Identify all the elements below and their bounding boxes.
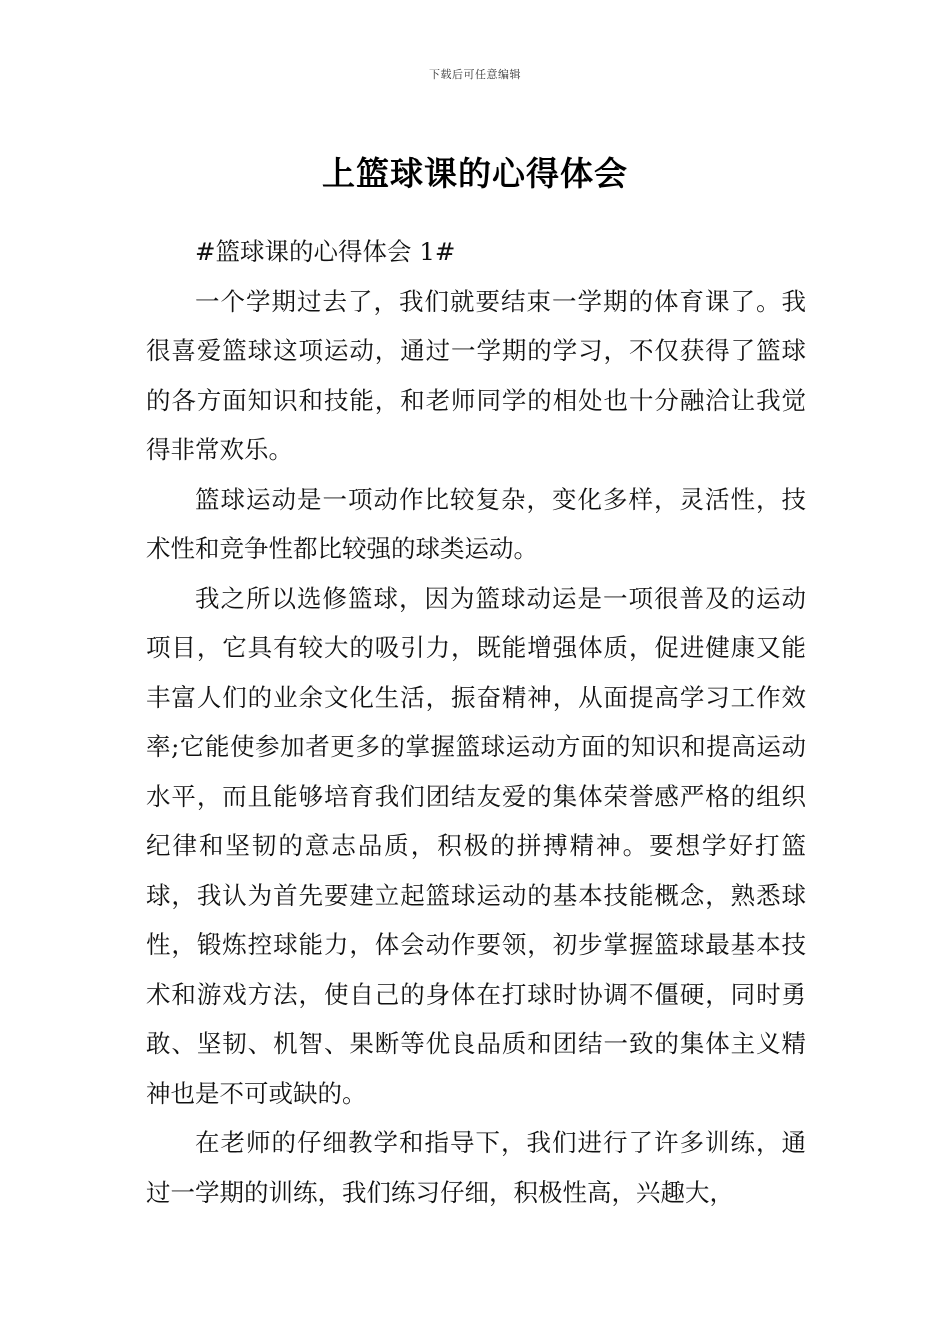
document-body bbox=[146, 227, 806, 1217]
paragraph-3: 我之所以选修篮球，因为篮球动运是一项很普及的运动项目，它具有较大的吸引力，既能增强体质，促进健康又能丰富人们的业余文化生活，振奋精神，从面提高学习工作效率;它能使参加者更多的掌握篮球运动方面的知识和提高运动水平，而且能够培育我们团结友爱的集体荣誉感严格的组织纪律和坚韧的意志品质，积极的拼搏精神。要想学好打篮球，我认为首先要建立起篮球运动的基本技能概念，熟悉球性，锻炼控球能力，体会动作要领，初步掌握篮球最基本技术和游戏方法，使自己的身体在打球时协调不僵硬，同时勇敢、坚韧、机智、果断等优良品质和团结一致的集体主义精神也是不可或缺的。 bbox=[146, 583, 806, 1108]
paragraph-4: 在老师的仔细教学和指导下，我们进行了许多训练，通过一学期的训练，我们练习仔细，积极性高，兴趣大， bbox=[146, 1128, 806, 1207]
paragraph-2: 篮球运动是一项动作比较复杂，变化多样，灵活性，技术性和竞争性都比较强的球类运动。 bbox=[146, 484, 806, 563]
document-title: 上篮球课的心得体会 bbox=[322, 154, 628, 194]
header-note: 下载后可任意编辑 bbox=[429, 68, 521, 81]
section-heading: #篮球课的心得体会 1# bbox=[195, 237, 456, 266]
paragraph-1: 一个学期过去了，我们就要结束一学期的体育课了。我很喜爱篮球这项运动，通过一学期的学习，不仅获得了篮球的各方面知识和技能，和老师同学的相处也十分融洽让我觉得非常欢乐。 bbox=[146, 286, 806, 464]
